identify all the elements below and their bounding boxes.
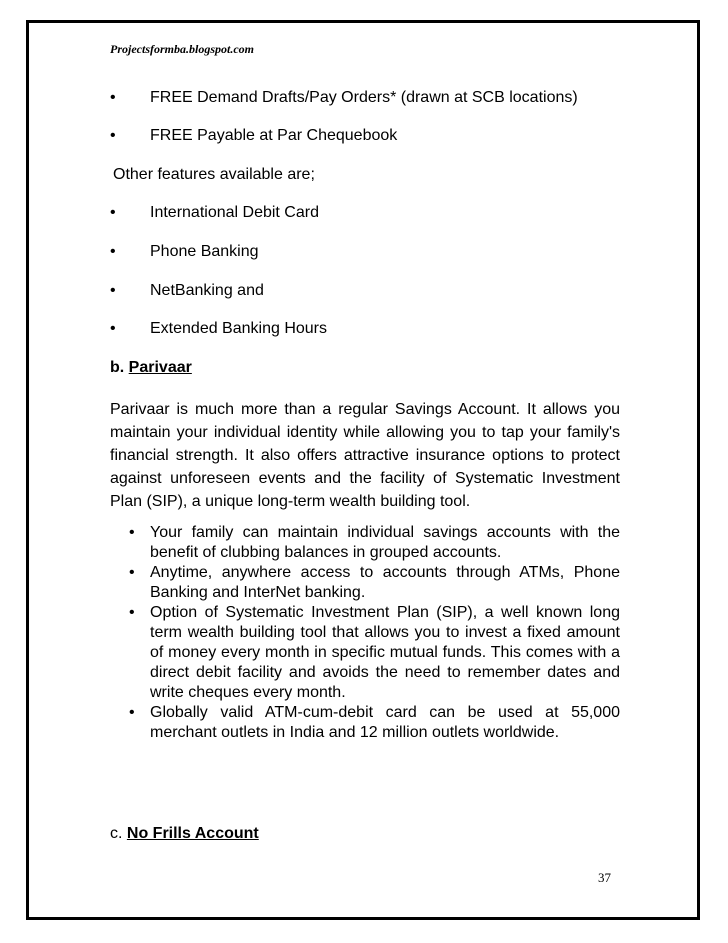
- list-item: [110, 563, 620, 603]
- bullet-marker: •: [129, 704, 135, 721]
- bullet-marker: •: [110, 204, 116, 221]
- list-item: [110, 603, 620, 703]
- bullet-item: Extended Banking Hours: [150, 320, 327, 337]
- bullet-item: International Debit Card: [150, 204, 319, 221]
- bullet-marker: •: [129, 524, 135, 541]
- list-item: [110, 703, 620, 743]
- list-item-text: Globally valid ATM-cum-debit card can be used at 55,000 merchant outlets in India and 12 million outlets worldwide.: [150, 704, 620, 741]
- bullet-item: FREE Payable at Par Chequebook: [150, 127, 398, 144]
- bullet-marker: •: [110, 282, 116, 299]
- bullet-marker: •: [110, 127, 116, 144]
- section-title: Parivaar: [128, 359, 192, 376]
- list-item-text: Anytime, anywhere access to accounts through ATMs, Phone Banking and InterNet banking.: [150, 564, 620, 601]
- section-heading-no-frills: [110, 824, 259, 844]
- bullet-marker: •: [129, 604, 135, 621]
- section-prefix: b.: [110, 359, 129, 376]
- page-number: 37: [598, 870, 611, 885]
- bullet-item: FREE Demand Drafts/Pay Orders* (drawn at SCB locations): [150, 89, 578, 106]
- bullet-marker: •: [110, 320, 116, 337]
- section-heading-parivaar: [110, 358, 192, 378]
- list-item-text: Your family can maintain individual savings accounts with the benefit of clubbing balances in grouped accounts.: [150, 524, 620, 561]
- parivaar-feature-list: [110, 523, 620, 743]
- parivaar-paragraph: [110, 398, 620, 513]
- bullet-item: NetBanking and: [150, 282, 264, 299]
- other-features-label: Other features available are;: [113, 166, 315, 183]
- page-header: Projectsformba.blogspot.com: [110, 42, 254, 56]
- bullet-item: Phone Banking: [150, 243, 259, 260]
- list-item-text: Option of Systematic Investment Plan (SIP), a well known long term wealth building tool that allows you to invest a fixed amount of money every month in specific mutual funds. This comes with a direct debit facility and avoids the need to remember dates and write cheques every month.: [150, 604, 620, 701]
- section-prefix: c.: [110, 825, 127, 842]
- list-item: [110, 523, 620, 563]
- bullet-marker: •: [110, 243, 116, 260]
- paragraph-text: Parivaar is much more than a regular Savings Account. It allows you maintain your individual identity while allowing you to tap your family's financial strength. It also offers attractive insurance options to protect against unforeseen events and the facility of Systematic Investment Plan (SIP), a unique long-term wealth building tool.: [110, 401, 620, 510]
- section-title: No Frills Account: [126, 825, 259, 842]
- bullet-marker: •: [129, 564, 135, 581]
- bullet-marker: •: [110, 89, 116, 106]
